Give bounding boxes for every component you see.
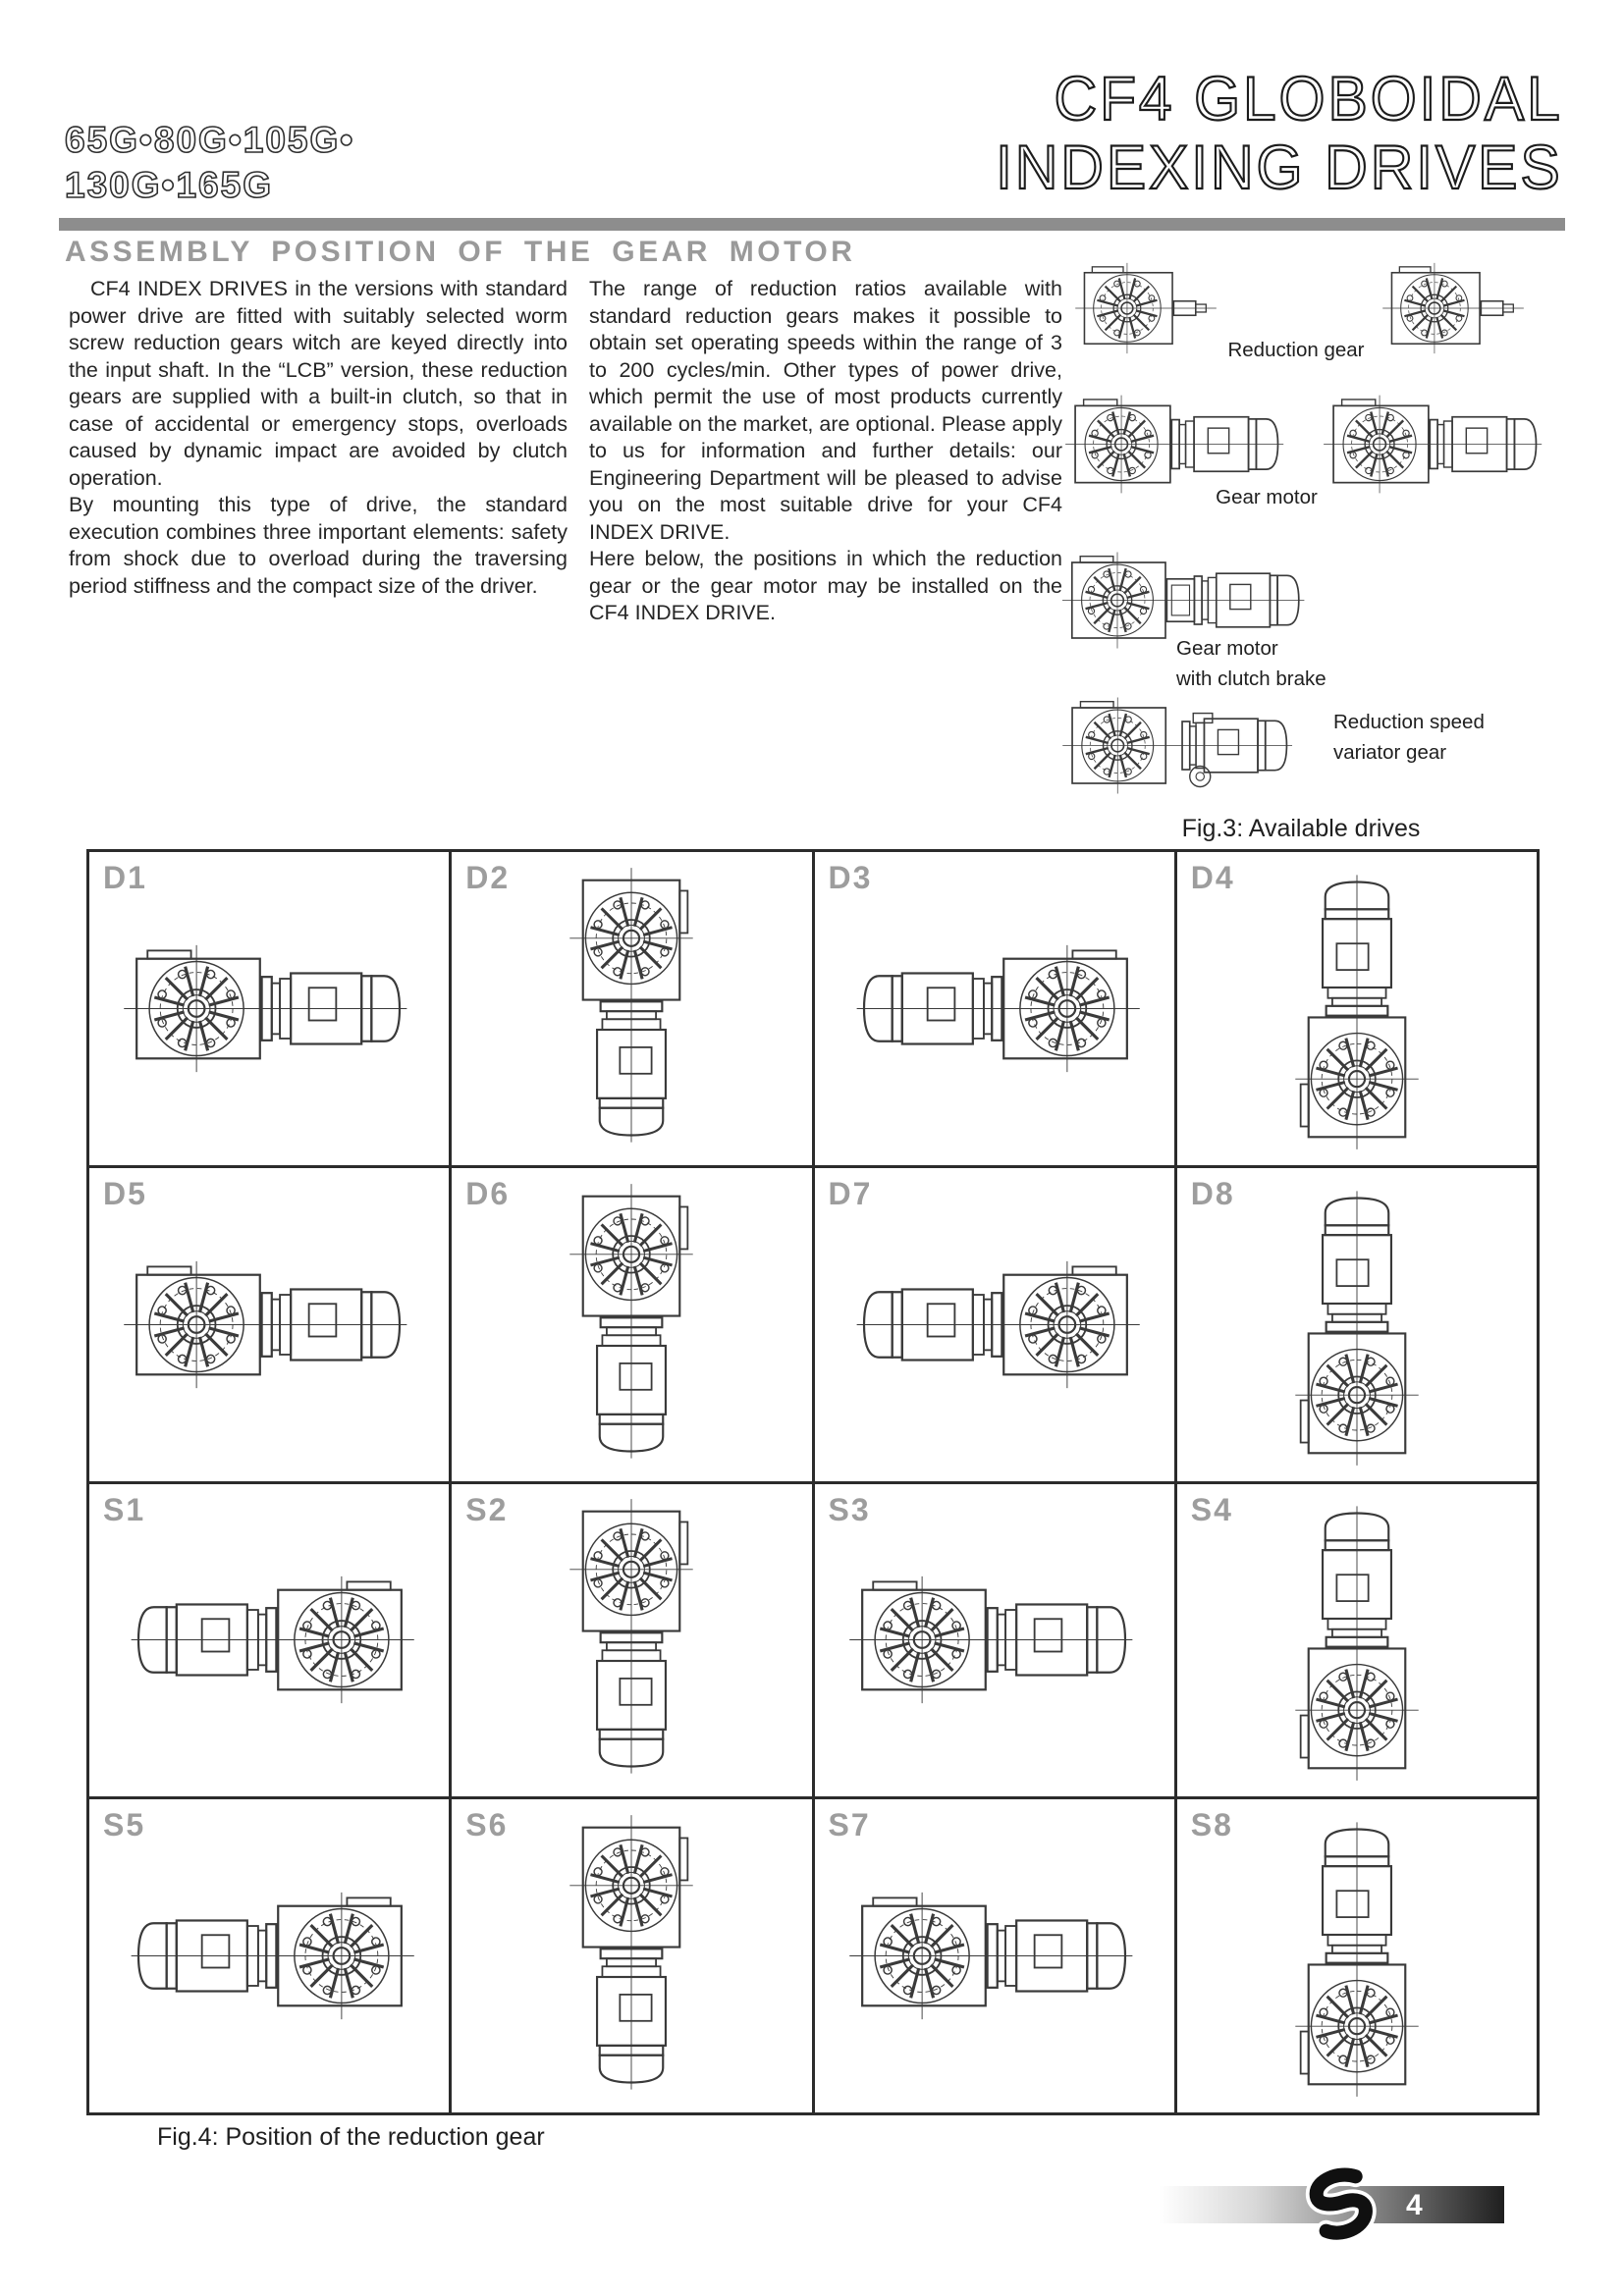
grid-cell <box>89 852 449 1165</box>
page-title-line2: INDEXING DRIVES <box>996 133 1563 202</box>
grid-cell <box>815 1484 1174 1797</box>
gear-assembly-drawing <box>815 852 1174 1165</box>
paragraph: By mounting this type of drive, the standard execution combines three important elements: safety from shock due to overload during the traversing period stiffness and the compact size of the driver. <box>69 493 568 598</box>
grid-cell <box>89 1168 449 1481</box>
paragraph: CF4 INDEX DRIVES in the versions with standard power drive are fitted with suitably selected worm screw reduction gears witch are keyed directly into the input shaft. In the “LCB” version, these reduction gears are supplied with a built-in clutch, so that in case of accidental or emergency stops, overloads caused by dynamic impact are avoided by clutch operation. <box>69 277 568 490</box>
gear-assembly-drawing <box>1177 1484 1537 1797</box>
cell-label: S5 <box>103 1807 146 1843</box>
gear-assembly-drawing <box>89 1799 449 2112</box>
grid-cell <box>452 1799 811 2112</box>
page-title <box>996 65 1563 202</box>
text-column-left <box>69 276 568 600</box>
gear-assembly-drawing <box>452 852 811 1165</box>
cell-label: D5 <box>103 1175 147 1211</box>
reduction-gear-drawing <box>1382 253 1532 361</box>
grid-cell <box>1177 1799 1537 2112</box>
gear-assembly-drawing <box>89 1168 449 1481</box>
gear-assembly-drawing <box>815 1484 1174 1797</box>
grid-cell <box>815 1799 1174 2112</box>
grid-cell <box>1177 1484 1537 1797</box>
cell-label: S1 <box>103 1491 146 1527</box>
cell-label: D1 <box>103 860 147 895</box>
model-codes <box>65 118 354 208</box>
gear-assembly-drawing <box>452 1168 811 1481</box>
grid-cell <box>89 1484 449 1797</box>
grid-cell <box>452 1168 811 1481</box>
cell-label: S2 <box>465 1491 509 1527</box>
gear-assembly-drawing <box>1177 852 1537 1165</box>
gear-assembly-drawing <box>89 852 449 1165</box>
cell-label: D2 <box>465 860 511 895</box>
brand-logo-icon <box>1292 2167 1390 2242</box>
cell-label: D4 <box>1190 860 1235 895</box>
model-codes-line2: 130G•165G <box>65 165 273 205</box>
gear-motor-label: Gear motor <box>1216 486 1318 508</box>
cell-label: S3 <box>828 1491 871 1527</box>
text-column-middle <box>589 276 1062 627</box>
gear-assembly-drawing <box>1177 1799 1537 2112</box>
grid-cell <box>89 1799 449 2112</box>
grid-cell <box>1177 852 1537 1165</box>
header-divider <box>59 218 1565 231</box>
grid-cell <box>1177 1168 1537 1481</box>
gear-assembly-drawing <box>89 1484 449 1797</box>
gear-assembly-drawing <box>815 1168 1174 1481</box>
fig4-caption: Fig.4: Position of the reduction gear <box>157 2123 545 2151</box>
reduction-gear-drawing <box>1075 253 1224 361</box>
cell-label: S4 <box>1190 1491 1233 1527</box>
gear-motor-drawing <box>1324 385 1547 508</box>
grid-cell <box>452 1484 811 1797</box>
paragraph: Here below, the positions in which the reduction gear or the gear motor may be installed on the CF4 INDEX DRIVE. <box>589 547 1062 624</box>
cell-label: D7 <box>828 1175 873 1211</box>
section-heading: ASSEMBLY POSITION OF THE GEAR MOTOR <box>65 236 856 268</box>
gear-assembly-drawing <box>1177 1168 1537 1481</box>
fig3-caption: Fig.3: Available drives <box>1181 815 1421 842</box>
cell-label: S8 <box>1190 1807 1233 1843</box>
speed-variator-drawing <box>1062 687 1300 809</box>
cell-label: D3 <box>828 860 873 895</box>
page-title-line1: CF4 GLOBOIDAL <box>1054 65 1563 133</box>
grid-cell <box>815 1168 1174 1481</box>
cell-label: D6 <box>465 1175 511 1211</box>
gear-assembly-drawing <box>452 1484 811 1797</box>
speed-variator-label: Reduction speed variator gear <box>1333 711 1485 764</box>
cell-label: S7 <box>828 1807 871 1843</box>
grid-cell <box>452 852 811 1165</box>
grid-cell <box>815 852 1174 1165</box>
gear-assembly-drawing <box>815 1799 1174 2112</box>
cell-label: S6 <box>465 1807 509 1843</box>
clutch-brake-label: Gear motor with clutch brake <box>1176 637 1326 690</box>
model-codes-line1: 65G•80G•105G• <box>65 120 355 160</box>
paragraph: The range of reduction ratios available with standard reduction gears makes it possible to obtain set operating speeds within the range of 3 to 200 cycles/min. Other types of power drive, which permit the use of most products currently available on the market, are optional. Please apply to us for information and further details: our Engineering Department will be pleased to advise you on the most suitable drive for your CF4 INDEX DRIVE. <box>589 277 1062 544</box>
reduction-gear-label: Reduction gear <box>1227 339 1365 361</box>
cell-label: D8 <box>1190 1175 1235 1211</box>
gear-assembly-drawing <box>452 1799 811 2112</box>
page-number: 4 <box>1406 2189 1423 2221</box>
position-grid <box>86 849 1540 2115</box>
